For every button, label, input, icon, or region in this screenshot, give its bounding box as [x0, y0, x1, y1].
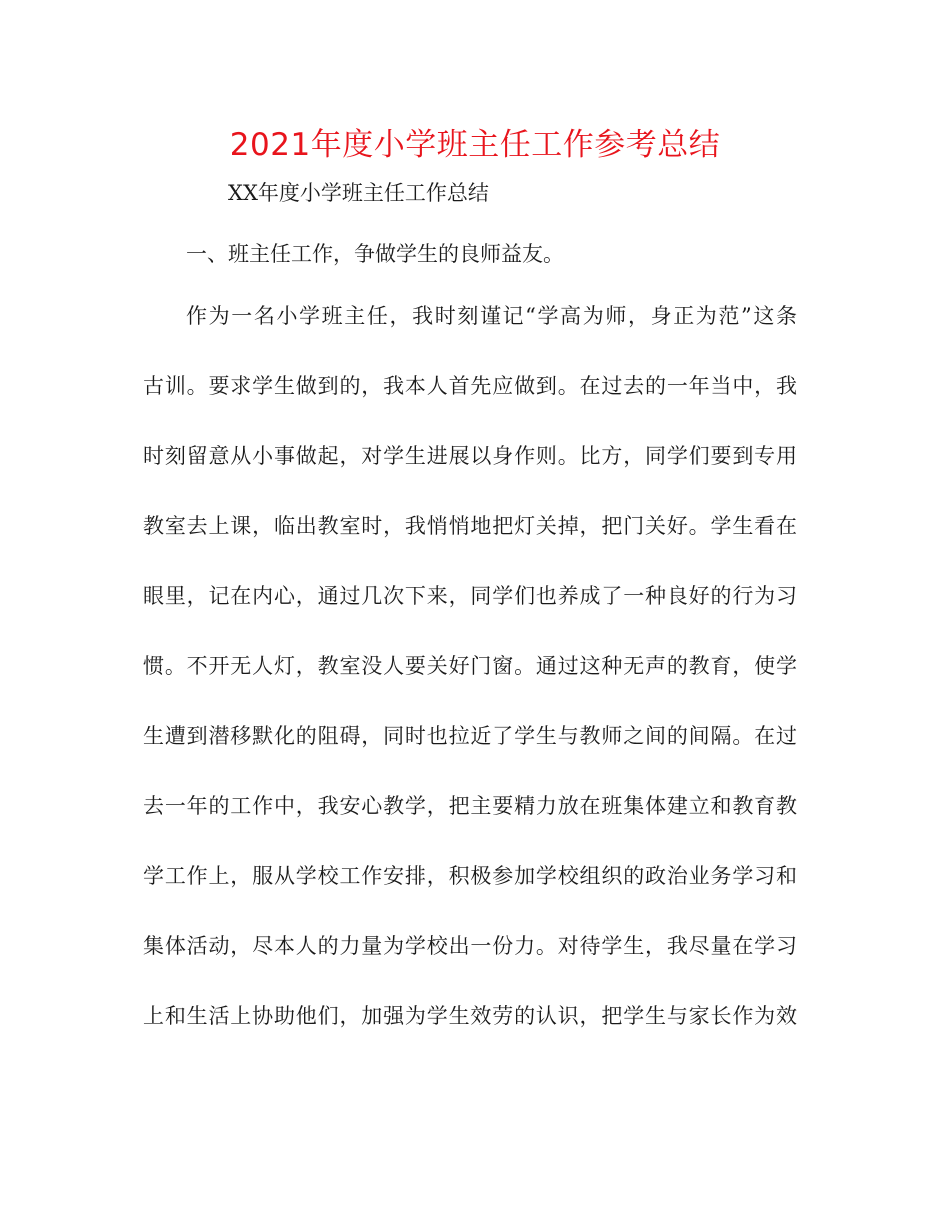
paragraph-line: 学工作上，服从学校工作安排，积极参加学校组织的政治业务学习和 — [143, 864, 797, 888]
paragraph-line: 作为一名小学班主任，我时刻谨记“学高为师，身正为范”这条 — [186, 304, 797, 328]
paragraph-line: 古训。要求学生做到的，我本人首先应做到。在过去的一年当中，我 — [143, 374, 797, 398]
paragraph-line: 上和生活上协助他们，加强为学生效劳的认识，把学生与家长作为效 — [143, 1004, 797, 1028]
paragraph-line: 去一年的工作中，我安心教学，把主要精力放在班集体建立和教育教 — [143, 794, 797, 818]
paragraph-line: 生遭到潜移默化的阻碍，同时也拉近了学生与教师之间的间隔。在过 — [143, 724, 797, 748]
document-title: 2021年度小学班主任工作参考总结 — [229, 127, 721, 163]
paragraph-line: 眼里，记在内心，通过几次下来，同学们也养成了一种良好的行为习 — [143, 584, 797, 608]
paragraph-line: 集体活动，尽本人的力量为学校出一份力。对待学生，我尽量在学习 — [143, 934, 797, 958]
paragraph-line: 教室去上课，临出教室时，我悄悄地把灯关掉，把门关好。学生看在 — [143, 514, 797, 538]
paragraph-line: 时刻留意从小事做起，对学生进展以身作则。比方，同学们要到专用 — [143, 444, 797, 468]
document-subtitle: XX年度小学班主任工作总结 — [228, 181, 489, 205]
section-heading: 一、班主任工作，争做学生的良师益友。 — [186, 242, 564, 266]
paragraph-line: 惯。不开无人灯，教室没人要关好门窗。通过这种无声的教育，使学 — [143, 654, 797, 678]
